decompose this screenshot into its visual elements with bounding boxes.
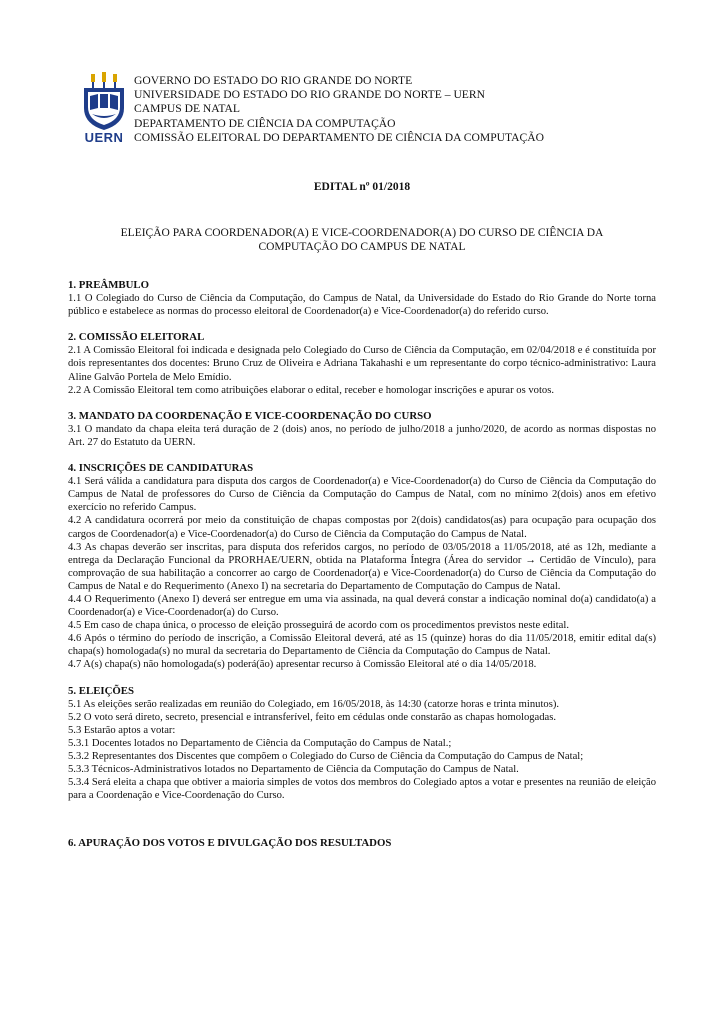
paragraph: 4.4 O Requerimento (Anexo I) deverá ser entregue em uma via assinada, na qual deverá constar a indicação nominal do(a) candidato(a) a Coordenador(a) e Vice-Coordenador(a) do Curso.: [68, 593, 656, 619]
paragraph: 1.1 O Colegiado do Curso de Ciência da Computação, do Campus de Natal, da Universidade do Estado do Rio Grande do Norte torna público e estabelece as normas do processo eleitoral de Coordenador(a) e Vice-Coordenador(a) do referido curso.: [68, 293, 656, 318]
letterhead-line: COMISSÃO ELEITORAL DO DEPARTAMENTO DE CIÊNCIA DA COMPUTAÇÃO: [134, 130, 545, 144]
letterhead: [80, 72, 544, 148]
paragraph: 5.1 As eleições serão realizadas em reunião do Colegiado, em 16/05/2018, às 14:30 (catorze horas e trinta minutos).: [68, 698, 559, 710]
paragraph: 4.6 Após o término do período de inscrição, a Comissão Eleitoral deverá, até as 15 (quinze) horas do dia 11/05/2018, emitir edital da(s) chapa(s) homologada(s) no mural da secretaria do Departamento de Ciência da Computação do Campus de Natal.: [68, 633, 656, 658]
paragraph: 5.3.3 Técnicos-Administrativos lotados no Departamento de Ciência da Computação do Campus de Natal.: [68, 764, 519, 776]
section-preambulo: [68, 279, 656, 318]
section-heading: 1. PREÂMBULO: [68, 279, 149, 291]
section-mandato: [68, 410, 656, 449]
letterhead-line: GOVERNO DO ESTADO DO RIO GRANDE DO NORTE: [134, 74, 413, 87]
section-eleicoes: [68, 685, 656, 803]
paragraph: 4.2 A candidatura ocorrerá por meio da constituição de chapas compostas por 2(dois) candidatos(as) para ocupação para ocupação dos cargos de Coordenador(a) e Vice-Coordenador(a) do Curso de Ciência da Computação do Campus de Natal.: [68, 515, 656, 540]
letterhead-line: DEPARTAMENTO DE CIÊNCIA DA COMPUTAÇÃO: [134, 116, 396, 130]
document-body: [68, 279, 656, 863]
letterhead-lines: [134, 72, 544, 145]
paragraph: 5.3.1 Docentes lotados no Departamento de Ciência da Computação do Campus de Natal.;: [68, 737, 452, 749]
paragraph: 3.1 O mandato da chapa eleita terá duração de 2 (dois) anos, no período de julho/2018 a junho/2020, de acordo as normas dispostas no Art. 27 do Estatuto da UERN.: [68, 423, 656, 448]
section-apuracao: [68, 837, 656, 850]
edital-subject: ELEIÇÃO PARA COORDENADOR(A) E VICE-COORDENADOR(A) DO CURSO DE CIÊNCIA DA COMPUTAÇÃO DO CAMPUS DE NATAL: [120, 227, 604, 253]
section-heading: 2. COMISSÃO ELEITORAL: [68, 331, 205, 344]
logo-wordmark: UERN: [84, 130, 124, 145]
paragraph: 2.2 A Comissão Eleitoral tem como atribuições elaborar o edital, receber e homologar inscrições e apurar os votos.: [68, 384, 554, 396]
paragraph: 2.1 A Comissão Eleitoral foi indicada e designada pelo Colegiado do Curso de Ciência da Computação, em 02/04/2018 e é constituída por dois representantes dos docentes: Bruno Cruz de Oliveira e Adriana Takahashi e um representante do corpo técnico-administrativo: Laura Aline Galvão Portela de Melo Emídio.: [68, 345, 656, 383]
section-heading: 5. ELEIÇÕES: [68, 684, 135, 697]
section-inscricoes: [68, 462, 656, 672]
paragraph: 5.3.4 Será eleita a chapa que obtiver a maioria simples de votos dos membros do Colegiado aptos a votar e presentes na reunião de eleição para a Coordenação e Vice-Coordenação do Curso.: [68, 777, 656, 802]
uern-logo: [80, 72, 128, 148]
letterhead-line: UNIVERSIDADE DO ESTADO DO RIO GRANDE DO NORTE – UERN: [134, 88, 485, 102]
paragraph: 4.5 Em caso de chapa única, o processo de eleição prosseguirá de acordo com os procedimentos previstos neste edital.: [68, 620, 569, 632]
spacer: [68, 815, 656, 837]
edital-title: EDITAL nº 01/2018: [313, 181, 411, 193]
paragraph: 4.3 As chapas deverão ser inscritas, para disputa dos referidos cargos, no período de 03/05/2018 a 11/05/2018, até as 12h, mediante a entrega da Declaração Funcional da PRORHAE/UERN, obtida na Plataforma Íntegra (Área do servidor → Certidão de Vínculo), para comprovação de sua habilitação a concorrer ao cargo de Coordenador(a) e Vice-Coordenador(a) do Curso de Ciência da Computação do Campus de Natal e do Requerimento (Anexo I) na secretaria do Departamento de Computação do Campus de Natal.: [68, 541, 656, 592]
paragraph: 5.3.2 Representantes dos Discentes que compõem o Colegiado do Curso de Ciência da Computação do Campus de Natal;: [68, 751, 584, 762]
section-heading: 4. INSCRIÇÕES DE CANDIDATURAS: [68, 462, 254, 475]
paragraph: 4.7 A(s) chapa(s) não homologada(s) poderá(ão) apresentar recurso à Comissão Eleitoral até o dia 14/05/2018.: [68, 659, 537, 671]
section-heading: 6. APURAÇÃO DOS VOTOS E DIVULGAÇÃO DOS RESULTADOS: [68, 837, 392, 850]
paragraph: 5.3 Estarão aptos a votar:: [68, 724, 176, 736]
paragraph: 5.2 O voto será direto, secreto, presencial e intransferível, feito em cédulas onde constarão as chapas homologadas.: [68, 711, 557, 723]
uern-crest-icon: [80, 72, 128, 132]
section-comissao-eleitoral: [68, 331, 656, 396]
letterhead-line: CAMPUS DE NATAL: [134, 102, 241, 116]
section-heading: 3. MANDATO DA COORDENAÇÃO E VICE-COORDENAÇÃO DO CURSO: [68, 409, 432, 422]
paragraph: 4.1 Será válida a candidatura para disputa dos cargos de Coordenador(a) e Vice-Coordenador(a) do Curso de Ciência da Computação do Campus de Natal de professores do Curso de Ciência da Computação do Campus de Natal, com no mínimo 2(dois) anos em efetivo exercício no referido Campus.: [68, 476, 656, 514]
